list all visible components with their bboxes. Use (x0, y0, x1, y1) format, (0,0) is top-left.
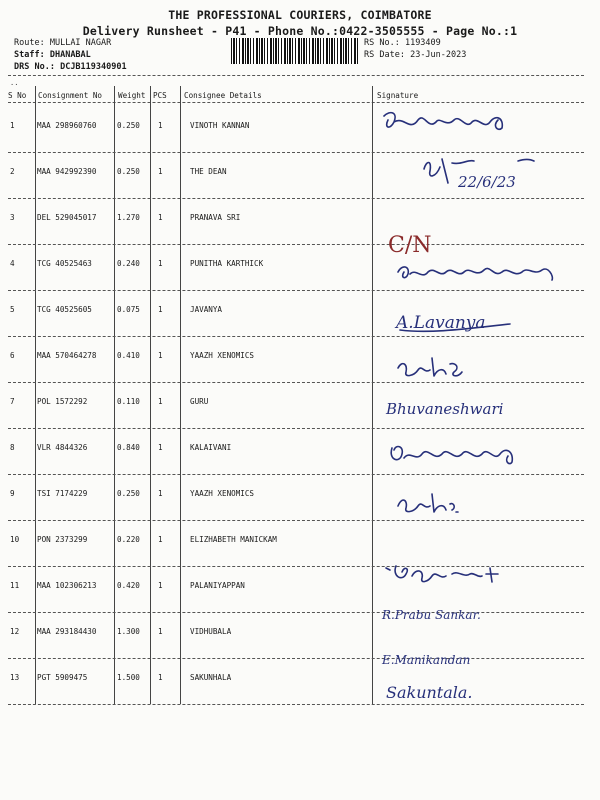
cell-sno: 8 (10, 443, 15, 452)
cell-weight: 0.220 (117, 535, 140, 544)
cell-consignment-no: MAA 293184430 (37, 627, 97, 636)
cell-weight: 1.270 (117, 213, 140, 222)
cell-consignee: THE DEAN (190, 167, 227, 176)
signature-11b (380, 603, 520, 625)
cell-pcs: 1 (158, 673, 163, 682)
cell-sno: 11 (10, 581, 20, 590)
signature-2-date: 22/6/23 (458, 173, 516, 191)
cell-weight: 0.110 (117, 397, 140, 406)
rs-no-label: RS No.: (364, 38, 400, 48)
route-value: MULLAI NAGAR (49, 38, 112, 48)
cell-weight: 0.410 (117, 351, 140, 360)
rs-no-value: 1193409 (404, 38, 441, 48)
cell-sno: 12 (10, 627, 20, 636)
column-header-divider (8, 102, 584, 103)
cell-consignee: SAKUNHALA (190, 673, 232, 682)
route-line (14, 38, 111, 49)
cell-consignee: VIDHUBALA (190, 627, 232, 636)
cell-weight: 0.420 (117, 581, 140, 590)
signature-7-text: Bhuvaneshwari (386, 400, 504, 418)
cell-pcs: 1 (158, 627, 163, 636)
col-header-consignee: Consignee Details (184, 91, 262, 100)
rs-no-line (364, 38, 441, 49)
drs-label: DRS No.: (14, 62, 55, 72)
cell-consignee: PRANAVA SRI (190, 213, 241, 222)
cell-sno: 7 (10, 397, 15, 406)
header-divider (8, 75, 584, 76)
cell-pcs: 1 (158, 121, 163, 130)
cell-consignment-no: DEL 529045017 (37, 213, 97, 222)
row-divider (8, 382, 584, 383)
cell-sno: 9 (10, 489, 15, 498)
barcode (231, 38, 358, 64)
cell-sno: 6 (10, 351, 15, 360)
cell-consignment-no: MAA 102306213 (37, 581, 97, 590)
route-label: Route: (14, 38, 45, 48)
cell-pcs: 1 (158, 489, 163, 498)
signature-9 (394, 490, 464, 520)
signature-13-text: Sakuntala. (386, 683, 473, 702)
cell-pcs: 1 (158, 397, 163, 406)
signature-2 (418, 153, 538, 203)
runsheet-title: Delivery Runsheet - P41 - Phone No.:0422-3505555 - Page No.:1 (82, 24, 518, 38)
staff-value: DHANABAL (49, 50, 91, 60)
cell-weight: 1.300 (117, 627, 140, 636)
signature-5 (392, 306, 522, 338)
cell-sno: 2 (10, 167, 15, 176)
cell-sno: 13 (10, 673, 20, 682)
cell-sno: 3 (10, 213, 15, 222)
col-header-sno: S No (8, 91, 27, 100)
cell-weight: 0.240 (117, 259, 140, 268)
row-divider (8, 428, 584, 429)
rs-date-value: 23-Jun-2023 (410, 50, 467, 60)
cell-weight: 0.250 (117, 121, 140, 130)
cell-consignee: PUNITHA KARTHICK (190, 259, 264, 268)
signature-11b-text: R.Prabu Sankar. (382, 608, 481, 622)
cell-pcs: 1 (158, 581, 163, 590)
rs-date-label: RS Date: (364, 50, 405, 60)
signature-3 (386, 228, 466, 260)
rs-date-line (364, 50, 466, 61)
signature-1 (380, 108, 520, 138)
cell-consignment-no: MAA 942992390 (37, 167, 97, 176)
row-divider (8, 290, 584, 291)
cell-consignee: JAVANYA (190, 305, 223, 314)
cell-consignment-no: PON 2373299 (37, 535, 88, 544)
cell-sno: 4 (10, 259, 15, 268)
drs-line (14, 62, 127, 73)
cell-pcs: 1 (158, 305, 163, 314)
signature-7 (384, 394, 534, 424)
cell-consignee: KALAIVANI (190, 443, 232, 452)
cell-consignment-no: TCG 40525463 (37, 259, 92, 268)
cell-consignment-no: MAA 570464278 (37, 351, 97, 360)
cell-sno: 1 (10, 121, 15, 130)
signature-3-text: C/N (388, 233, 432, 258)
row-divider (8, 474, 584, 475)
cell-weight: 1.500 (117, 673, 140, 682)
cell-pcs: 1 (158, 443, 163, 452)
cell-consignment-no: PGT 5909475 (37, 673, 88, 682)
cell-consignee: ELIZHABETH MANICKAM (190, 535, 277, 544)
signature-12-text: E.Manikandan (382, 653, 471, 667)
col-header-pcs: PCS (153, 91, 167, 100)
cell-consignee: YAAZH XENOMICS (190, 489, 255, 498)
drs-value: DCJB119340901 (60, 62, 127, 72)
cell-consignment-no: VLR 4844326 (37, 443, 88, 452)
signature-13 (384, 678, 534, 706)
company-name: THE PROFESSIONAL COURIERS, COIMBATORE (168, 8, 432, 22)
signature-5-text: A.Lavanya (396, 313, 486, 333)
cell-pcs: 1 (158, 167, 163, 176)
staff-label: Staff: (14, 50, 45, 60)
signature-4 (394, 258, 564, 284)
cell-consignment-no: MAA 298960760 (37, 121, 97, 130)
cell-consignment-no: TCG 40525605 (37, 305, 92, 314)
cell-weight: 0.075 (117, 305, 140, 314)
cell-consignee: PALANIYAPPAN (190, 581, 245, 590)
cell-pcs: 1 (158, 213, 163, 222)
cell-consignee: GURU (190, 397, 209, 406)
cell-pcs: 1 (158, 535, 163, 544)
col-header-consignment: Consignment No (38, 91, 103, 100)
signature-11 (382, 562, 512, 590)
cell-weight: 0.250 (117, 167, 140, 176)
signature-8 (386, 436, 536, 472)
margin-mark: .. (10, 79, 19, 87)
row-divider (8, 520, 584, 521)
signature-6 (394, 354, 474, 384)
cell-sno: 10 (10, 535, 20, 544)
col-header-signature: Signature (377, 91, 419, 100)
cell-consignee: YAAZH XENOMICS (190, 351, 255, 360)
cell-pcs: 1 (158, 259, 163, 268)
row-divider (8, 244, 584, 245)
cell-consignment-no: POL 1572292 (37, 397, 88, 406)
cell-weight: 0.250 (117, 489, 140, 498)
cell-consignee: VINOTH KANNAN (190, 121, 250, 130)
cell-pcs: 1 (158, 351, 163, 360)
cell-weight: 0.840 (117, 443, 140, 452)
col-header-weight: Weight (118, 91, 146, 100)
staff-line (14, 50, 91, 61)
signature-12 (380, 648, 520, 670)
cell-consignment-no: TSI 7174229 (37, 489, 88, 498)
cell-sno: 5 (10, 305, 15, 314)
